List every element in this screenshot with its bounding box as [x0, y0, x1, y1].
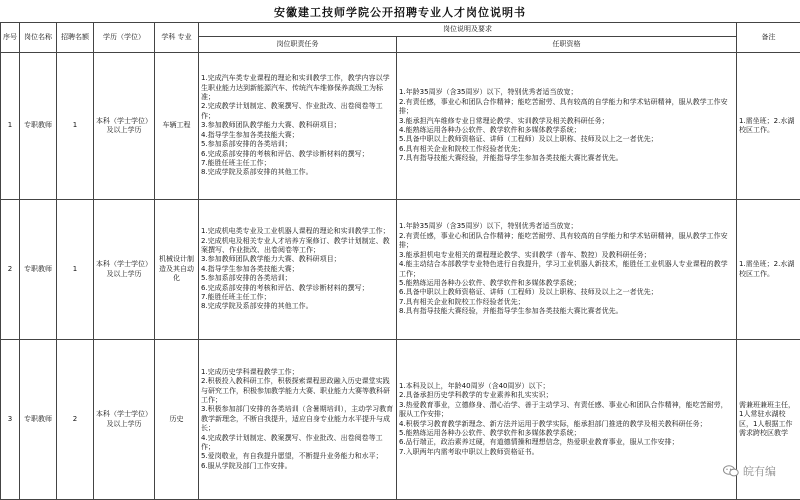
- duty-line: 4.指导学生参加各类技能大赛；: [201, 131, 394, 140]
- qual-line: 4.能熟练运用各种办公软件、教学软件和多媒体教学系统；: [399, 126, 734, 135]
- qual-line: 2.有责任感，事业心和团队合作精神；能吃苦耐劳、具有较高的自学能力和学术钻研精神，服从教学工作安排；: [399, 98, 734, 117]
- cell-major: 车辆工程: [155, 53, 199, 200]
- cell-edu: 本科（学士学位）及以上学历: [94, 53, 155, 200]
- header-major: 学科 专业: [155, 23, 199, 53]
- qual-line: 6.品行端正，政治素养过硬，有道德情操和理想信念，热爱职业教育事业，服从工作安排；: [399, 438, 734, 447]
- cell-seq: 3: [1, 340, 20, 500]
- duty-line: 7.能胜任班主任工作；: [201, 293, 394, 302]
- header-group: 岗位说明及要求: [199, 23, 737, 37]
- cell-duties: [199, 340, 397, 500]
- header-post: 岗位名称: [20, 23, 57, 53]
- qual-line: 3.能承担机电专业相关的课程理论教学、实训教学（普车、数控）及教科研任务；: [399, 251, 734, 260]
- cell-count: 1: [57, 53, 94, 200]
- page-title: 安徽建工技师学院公开招聘专业人才岗位说明书: [0, 4, 800, 20]
- cell-edu: 本科（学士学位）及以上学历: [94, 340, 155, 500]
- qual-line: 8.具有指导技能大赛经验，并能指导学生参加各类技能大赛比赛者优先。: [399, 307, 734, 316]
- duty-line: 6.完成系部安排的考核和评估、教学诊断材料的撰写；: [201, 284, 394, 293]
- duty-line: 4.完成教学计划制定、教案撰写、作业批改、出卷阅卷等工作；: [201, 434, 394, 453]
- cell-note: 1.需坐班；2.水湖校区工作。: [737, 53, 800, 200]
- duty-line: 7.能胜任班主任工作；: [201, 159, 394, 168]
- table-row: [1, 340, 800, 500]
- duty-line: 1.完成历史学科课程教学工作；: [201, 368, 394, 377]
- cell-major: 机械设计制造及其自动化: [155, 200, 199, 340]
- cell-post: 专职教师: [20, 340, 57, 500]
- cell-quals: [397, 53, 737, 200]
- qual-line: 7.具有指导技能大赛经验，并能指导学生参加各类技能大赛比赛者优先。: [399, 154, 734, 163]
- cell-count: 2: [57, 340, 94, 500]
- cell-edu: 本科（学士学位）及以上学历: [94, 200, 155, 340]
- qual-line: 2.具备承担历史学科教学的专业素养和扎实实识；: [399, 391, 734, 400]
- cell-quals: [397, 340, 737, 500]
- cell-note: 需兼班兼班主任，1人常驻水湖校区，1人根据工作需求跨校区教学: [737, 340, 800, 500]
- cell-quals: [397, 200, 737, 340]
- table-row: [1, 53, 800, 200]
- cell-major: 历史: [155, 340, 199, 500]
- qual-line: 6.具备中职以上教师资格证、讲师（工程师）及以上职称、技师及以上之一者优先；: [399, 288, 734, 297]
- job-table: [0, 22, 800, 500]
- watermark: [723, 463, 776, 479]
- wechat-icon: [723, 465, 739, 477]
- qual-line: 2.有责任感，事业心和团队合作精神；能吃苦耐劳、具有较高的自学能力和学术钻研精神，服从教学工作安排；: [399, 232, 734, 251]
- qual-line: 3.能承担汽车维修专业日常理论教学、实训教学及相关教科研任务；: [399, 117, 734, 126]
- cell-count: 1: [57, 200, 94, 340]
- duty-line: 2.完成机电及相关专业人才培养方案修订、教学计划制定、教案撰写、作业批改、出卷阅卷等工作；: [201, 237, 394, 256]
- duty-line: 6.服从学院及部门工作安排。: [201, 462, 394, 471]
- qual-line: 1.年龄35周岁（含35周岁）以下，特别优秀者适当放宽；: [399, 88, 734, 97]
- qual-line: 1.本科及以上，年龄40周岁（含40周岁）以下；: [399, 382, 734, 391]
- cell-post: 专职教师: [20, 200, 57, 340]
- qual-line: 5.具备中职以上教师资格证、讲师（工程师）及以上职称、技师及以上之一者优先；: [399, 135, 734, 144]
- cell-post: 专职教师: [20, 53, 57, 200]
- duty-line: 3.积极参加部门安排的各类培训（含暑期培训），主动学习教育教学新理念，不断自我提升，适应自身专业能力水平提升与成长；: [201, 405, 394, 433]
- qual-line: 6.具有相关企业和院校工作经验者优先；: [399, 145, 734, 154]
- header-note: 备注: [737, 23, 800, 53]
- duty-line: 5.参加系部安排的各类培训；: [201, 274, 394, 283]
- watermark-text: 皖有编: [743, 463, 776, 479]
- header-qual: 任职资格: [397, 37, 737, 53]
- cell-seq: 1: [1, 53, 20, 200]
- header-duty: 岗位职责任务: [199, 37, 397, 53]
- duty-line: 6.完成系部安排的考核和评估、教学诊断材料的撰写；: [201, 150, 394, 159]
- duty-line: 1.完成汽车类专业课程的理论和实训教学工作，教学内容以学生职业能力达到新能源汽车、传统汽车维修保养高级工为标准；: [201, 74, 394, 102]
- cell-duties: [199, 200, 397, 340]
- qual-line: 5.能熟练运用各种办公软件、教学软件和多媒体教学系统；: [399, 429, 734, 438]
- qual-line: 7.入职两年内需考取中职以上教师资格证书。: [399, 448, 734, 457]
- cell-seq: 2: [1, 200, 20, 340]
- cell-note: 1.需坐班；2.水湖校区工作。: [737, 200, 800, 340]
- duty-line: 4.指导学生参加各类技能大赛；: [201, 265, 394, 274]
- header-edu: 学历（学位）: [94, 23, 155, 53]
- duty-line: 8.完成学院及系部安排的其他工作。: [201, 302, 394, 311]
- qual-line: 4.能主动结合本部教学专业特色进行自我提升，学习工业机器人新技术，能胜任工业机器人专业课程的教学工作；: [399, 260, 734, 279]
- qual-line: 5.能熟练运用各种办公软件、教学软件和多媒体教学系统；: [399, 279, 734, 288]
- duty-line: 3.参加教师团队教学能力大赛、教科研项目；: [201, 255, 394, 264]
- qual-line: 3.热爱教育事业，立德修身、潜心治学、善于主动学习、有责任感、事业心和团队合作精神，能吃苦耐劳，服从工作安排；: [399, 401, 734, 420]
- duty-line: 3.参加教师团队教学能力大赛、教科研项目；: [201, 121, 394, 130]
- cell-duties: [199, 53, 397, 200]
- table-row: [1, 200, 800, 340]
- duty-line: 2.积极投入教科研工作，积极探索课程思政融入历史课堂实践与研究工作，积极参加教学能力大赛、职业能力大赛等教科研工作；: [201, 377, 394, 405]
- header-count: 招聘名额: [57, 23, 94, 53]
- qual-line: 7.具有相关企业和院校工作经验者优先；: [399, 298, 734, 307]
- duty-line: 8.完成学院及系部安排的其他工作。: [201, 168, 394, 177]
- qual-line: 4.积极学习教育教学新理念、新方法并运用于教学实际，能承担部门推进的教学及相关教科研任务；: [399, 420, 734, 429]
- header-seq: 序号: [1, 23, 20, 53]
- duty-line: 5.爱岗敬业，有自我提升愿望，不断提升业务能力和水平；: [201, 452, 394, 461]
- duty-line: 1.完成机电类专业及工业机器人课程的理论和实训教学工作；: [201, 227, 394, 236]
- qual-line: 1.年龄35周岁（含35周岁）以下，特别优秀者适当放宽；: [399, 222, 734, 231]
- duty-line: 2.完成教学计划制定、教案撰写、作业批改、出卷阅卷等工作；: [201, 102, 394, 121]
- duty-line: 5.参加系部安排的各类培训；: [201, 140, 394, 149]
